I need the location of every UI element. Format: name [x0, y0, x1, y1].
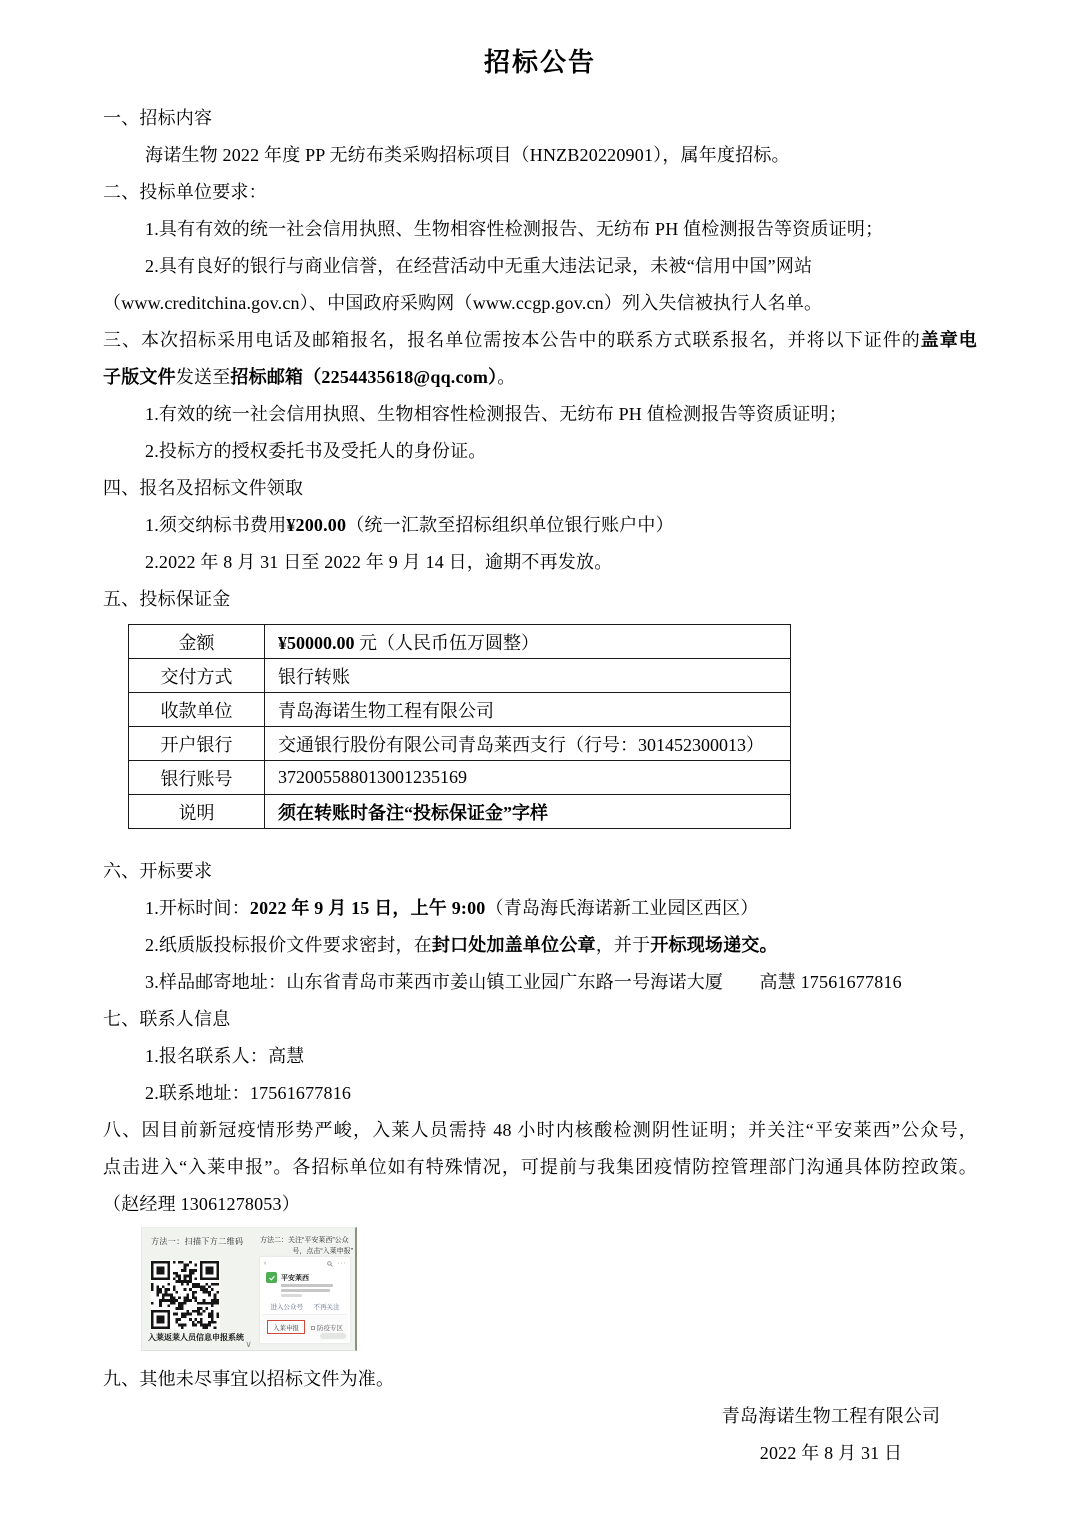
paragraph: [103, 1186, 977, 1223]
section-heading: 九、其他未尽事宜以招标文件为准。: [103, 1369, 395, 1389]
method2-title-line2: 号，点击“入莱申报”: [292, 1248, 353, 1255]
paragraph: [103, 137, 977, 174]
text-run: 封口处加盖单位公章: [431, 935, 596, 955]
row-value: [265, 625, 791, 659]
text-run: 1.有效的统一社会信用执照、生物相容性检测报告、无纺布 PH 值检测报告等资质证明；: [145, 404, 847, 424]
text-run: 八、因目前新冠疫情形势严峻，入莱人员需持 48 小时内核酸检测阴性证明；并关注“平安莱西”公众号，: [103, 1120, 977, 1140]
row-label: 银行账号: [129, 761, 265, 795]
text-run: ，并于: [595, 935, 651, 955]
paragraph: [103, 433, 977, 470]
sign-date: 2022 年 8 月 31 日: [759, 1443, 903, 1463]
text-run: （赵经理 13061278053）: [103, 1194, 300, 1214]
paragraph: [103, 322, 977, 359]
account-name: 平安莱西: [281, 1275, 309, 1282]
qr-caption: 入莱返莱人员信息申报系统: [148, 1333, 244, 1342]
zone-entry-button: [311, 1323, 343, 1332]
watermark: [320, 1333, 346, 1339]
wechat-card: [260, 1257, 350, 1343]
company-name: 青岛海诺生物工程有限公司: [721, 1406, 941, 1426]
deposit-table: [128, 624, 791, 829]
paragraph: [103, 1075, 977, 1112]
text-run: 2.联系地址：17561677816: [145, 1083, 352, 1103]
section-heading: 四、报名及招标文件领取: [103, 478, 304, 498]
paragraph: [103, 964, 977, 1001]
row-label: 交付方式: [129, 659, 265, 693]
chevron-down-icon: ∨: [245, 1339, 252, 1349]
text-run: （www.creditchina.gov.cn）、中国政府采购网（www.ccgp.gov.cn）列入失信被执行人名单。: [103, 293, 823, 313]
wechat-menu-panel: [262, 1314, 348, 1341]
apply-entry-button: 入莱申报: [267, 1320, 305, 1334]
row-label: 金额: [129, 625, 265, 659]
section-heading: 七、联系人信息: [103, 1009, 231, 1029]
paragraph: [103, 927, 977, 964]
back-icon: ‹: [264, 1260, 267, 1267]
text-run: 1.报名联系人：高慧: [145, 1046, 305, 1066]
row-label: 收款单位: [129, 693, 265, 727]
text-run: （青岛海氏海诺新工业园区西区）: [485, 898, 759, 918]
text-run: 银行转账: [278, 666, 350, 687]
paragraph: [103, 1038, 977, 1075]
text-run: ¥50000.00: [278, 632, 355, 653]
row-value: [265, 693, 791, 727]
text-run: 2.2022 年 8 月 31 日至 2022 年 9 月 14 日，逾期不再发放。: [145, 552, 613, 572]
section-heading: 五、投标保证金: [103, 589, 231, 609]
zone-icon: [311, 1326, 315, 1330]
blurred-text-line: [281, 1289, 330, 1292]
method2-title: [260, 1235, 353, 1257]
paragraph: [103, 1149, 977, 1186]
notice-image: [141, 1227, 357, 1351]
paragraph: [103, 285, 977, 322]
row-value: [265, 795, 791, 829]
text-run: （统一汇款至招标组织单位银行账户中）: [346, 515, 674, 535]
text-run: 三、本次招标采用电话及邮箱报名，报名单位需按本公告中的联系方式联系报名，并将以下证件的: [103, 330, 921, 350]
zone-entry-label: 防疫专区: [317, 1325, 343, 1332]
text-run: 372005588013001235169: [278, 767, 467, 787]
paragraph: [103, 211, 977, 248]
row-value: [265, 727, 791, 761]
text-run: 点击进入“入莱申报”。各招标单位如有特殊情况，可提前与我集团疫情防控管理部门沟通具体防控政策。: [103, 1157, 977, 1177]
text-run: 1.须交纳标书费用: [145, 515, 287, 535]
document-title: 招标公告: [483, 48, 596, 77]
qr-code-image: [150, 1260, 220, 1330]
table-row: [129, 727, 791, 761]
text-run: 招标邮箱（2254435618@qq.com）: [230, 367, 498, 387]
blurred-text-line: [281, 1294, 302, 1297]
text-run: 3.样品邮寄地址：山东省青岛市莱西市姜山镇工业园广东路一号海诺大厦 高慧 17561677816: [145, 972, 902, 992]
document-body: [103, 100, 977, 1398]
search-icon: [327, 1261, 333, 1267]
row-value: [265, 659, 791, 693]
text-run: 2.具有良好的银行与商业信誉，在经营活动中无重大违法记录，未被“信用中国”网站: [145, 256, 813, 276]
section-heading: 六、开标要求: [103, 861, 213, 881]
text-run: ¥200.00: [286, 515, 347, 535]
text-run: 开标现场递交。: [650, 935, 778, 955]
text-run: 1.具有有效的统一社会信用执照、生物相容性检测报告、无纺布 PH 值检测报告等资质证明；: [145, 219, 884, 239]
paragraph: [103, 359, 977, 396]
wechat-avatar: [266, 1272, 277, 1283]
text-run: 青岛海诺生物工程有限公司: [278, 700, 494, 721]
text-run: 子版文件: [103, 367, 176, 387]
table-row: [129, 659, 791, 693]
text-run: 交通银行股份有限公司青岛莱西支行（行号：301452300013）: [278, 734, 764, 755]
paragraph: [103, 248, 977, 285]
unfollow-button: 不再关注: [313, 1304, 340, 1311]
table-row: [129, 693, 791, 727]
row-label: 开户银行: [129, 727, 265, 761]
paragraph: [103, 544, 977, 581]
text-run: 海诺生物 2022 年度 PP 无纺布类采购招标项目（HNZB20220901），属年度招标。: [145, 145, 790, 165]
wechat-navbar: [264, 1260, 346, 1268]
method2-title-line1: 方法二：关注“平安莱西”公众: [260, 1237, 349, 1244]
method1-title: 方法一：扫描下方二维码: [151, 1237, 244, 1246]
row-label: 说明: [129, 795, 265, 829]
text-run: 发送至: [175, 367, 231, 387]
text-run: 元（人民币伍万圆整）: [354, 632, 539, 653]
table-row: [129, 795, 791, 829]
blurred-text-line: [281, 1284, 333, 1287]
more-icon: ···: [337, 1260, 346, 1267]
table-row: [129, 761, 791, 795]
section-heading: 二、投标单位要求：: [103, 182, 267, 202]
text-run: 盖章电: [920, 330, 977, 350]
signature-block: [713, 1398, 949, 1472]
text-run: 2.纸质版投标报价文件要求密封，在: [145, 935, 432, 955]
text-run: 。: [497, 367, 516, 387]
paragraph: [103, 890, 977, 927]
table-row: [129, 625, 791, 659]
row-value: [265, 761, 791, 795]
paragraph: [103, 1112, 977, 1149]
text-run: 须在转账时备注“投标保证金”字样: [278, 802, 548, 823]
paragraph: [103, 507, 977, 544]
text-run: 2.投标方的授权委托书及受托人的身份证。: [145, 441, 487, 461]
section-heading: 一、招标内容: [103, 108, 213, 128]
enter-account-button: 进入公众号: [270, 1304, 303, 1311]
text-run: 1.开标时间：: [145, 898, 250, 918]
paragraph: [103, 396, 977, 433]
wechat-actions: [260, 1302, 350, 1311]
text-run: 2022 年 9 月 15 日，上午 9:00: [249, 898, 486, 918]
